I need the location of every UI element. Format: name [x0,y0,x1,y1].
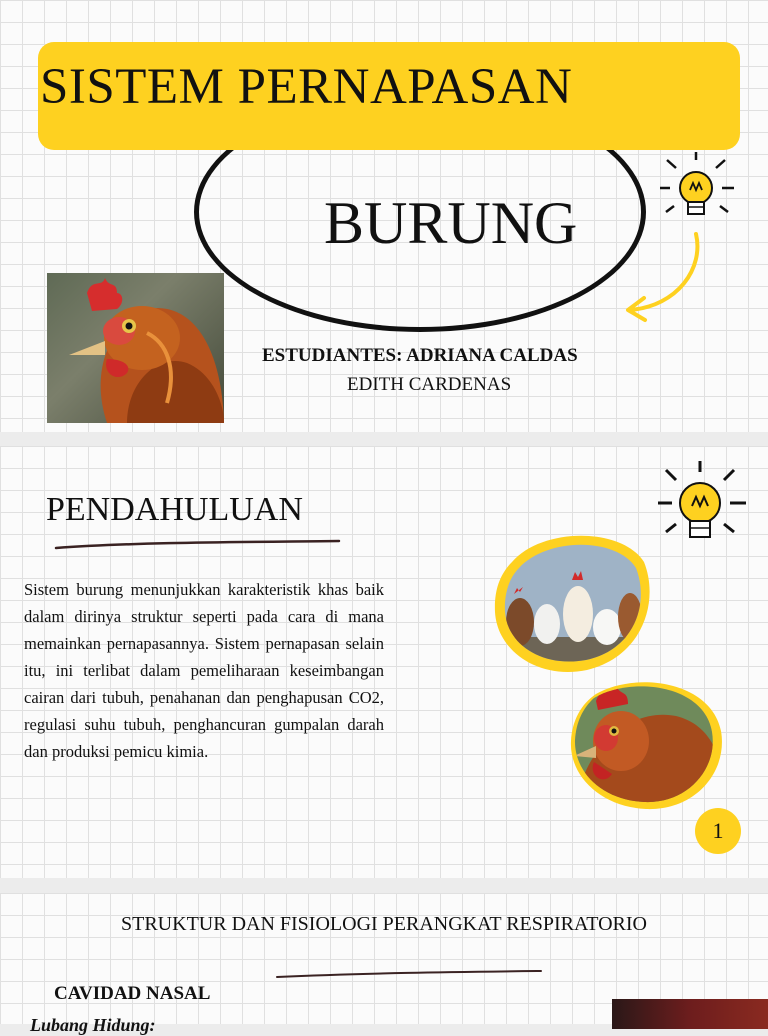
title-slide [0,0,768,432]
lightbulb-icon [654,150,744,230]
structure-title: STRUKTUR DAN FISIOLOGI PERANGKAT RESPIRATORIO [121,913,647,935]
students-line-2: EDITH CARDENAS [347,374,512,395]
page-number-badge: 1 [695,808,741,854]
hen-photo [47,273,224,423]
main-title: SISTEM PERNAPASAN [40,59,573,115]
hen-closeup-photo [566,676,726,816]
students-line-1: ESTUDIANTES: ADRIANA CALDAS [262,345,578,366]
structure-slide [0,893,768,1035]
intro-slide [0,446,768,878]
section-title: PENDAHULUAN [46,491,303,528]
title-underline [275,969,545,981]
bird-photo [612,999,768,1029]
title-underline [54,538,344,552]
intro-paragraph: Sistem burung menunjukkan karakteristik khas baik dalam dirinya struktur seperti pada cara di mana memainkan pernapasannya. Sistem pernapasan selain itu, ini terlibat dalam pemeliharaan keseimbangan cairan dari tubuh, penahanan dan penghapusan CO2, regulasi suhu tubuh, penghancuran gumpalan darah dan produksi pemicu kimia. [24,580,384,761]
nostril-subheading: Lubang Hidung: [30,1015,156,1035]
lightbulb-icon [652,458,752,554]
cavity-heading: CAVIDAD NASAL [54,983,211,1004]
subtitle: BURUNG [324,190,578,256]
arrow-icon [618,228,708,323]
chickens-photo [492,532,652,674]
